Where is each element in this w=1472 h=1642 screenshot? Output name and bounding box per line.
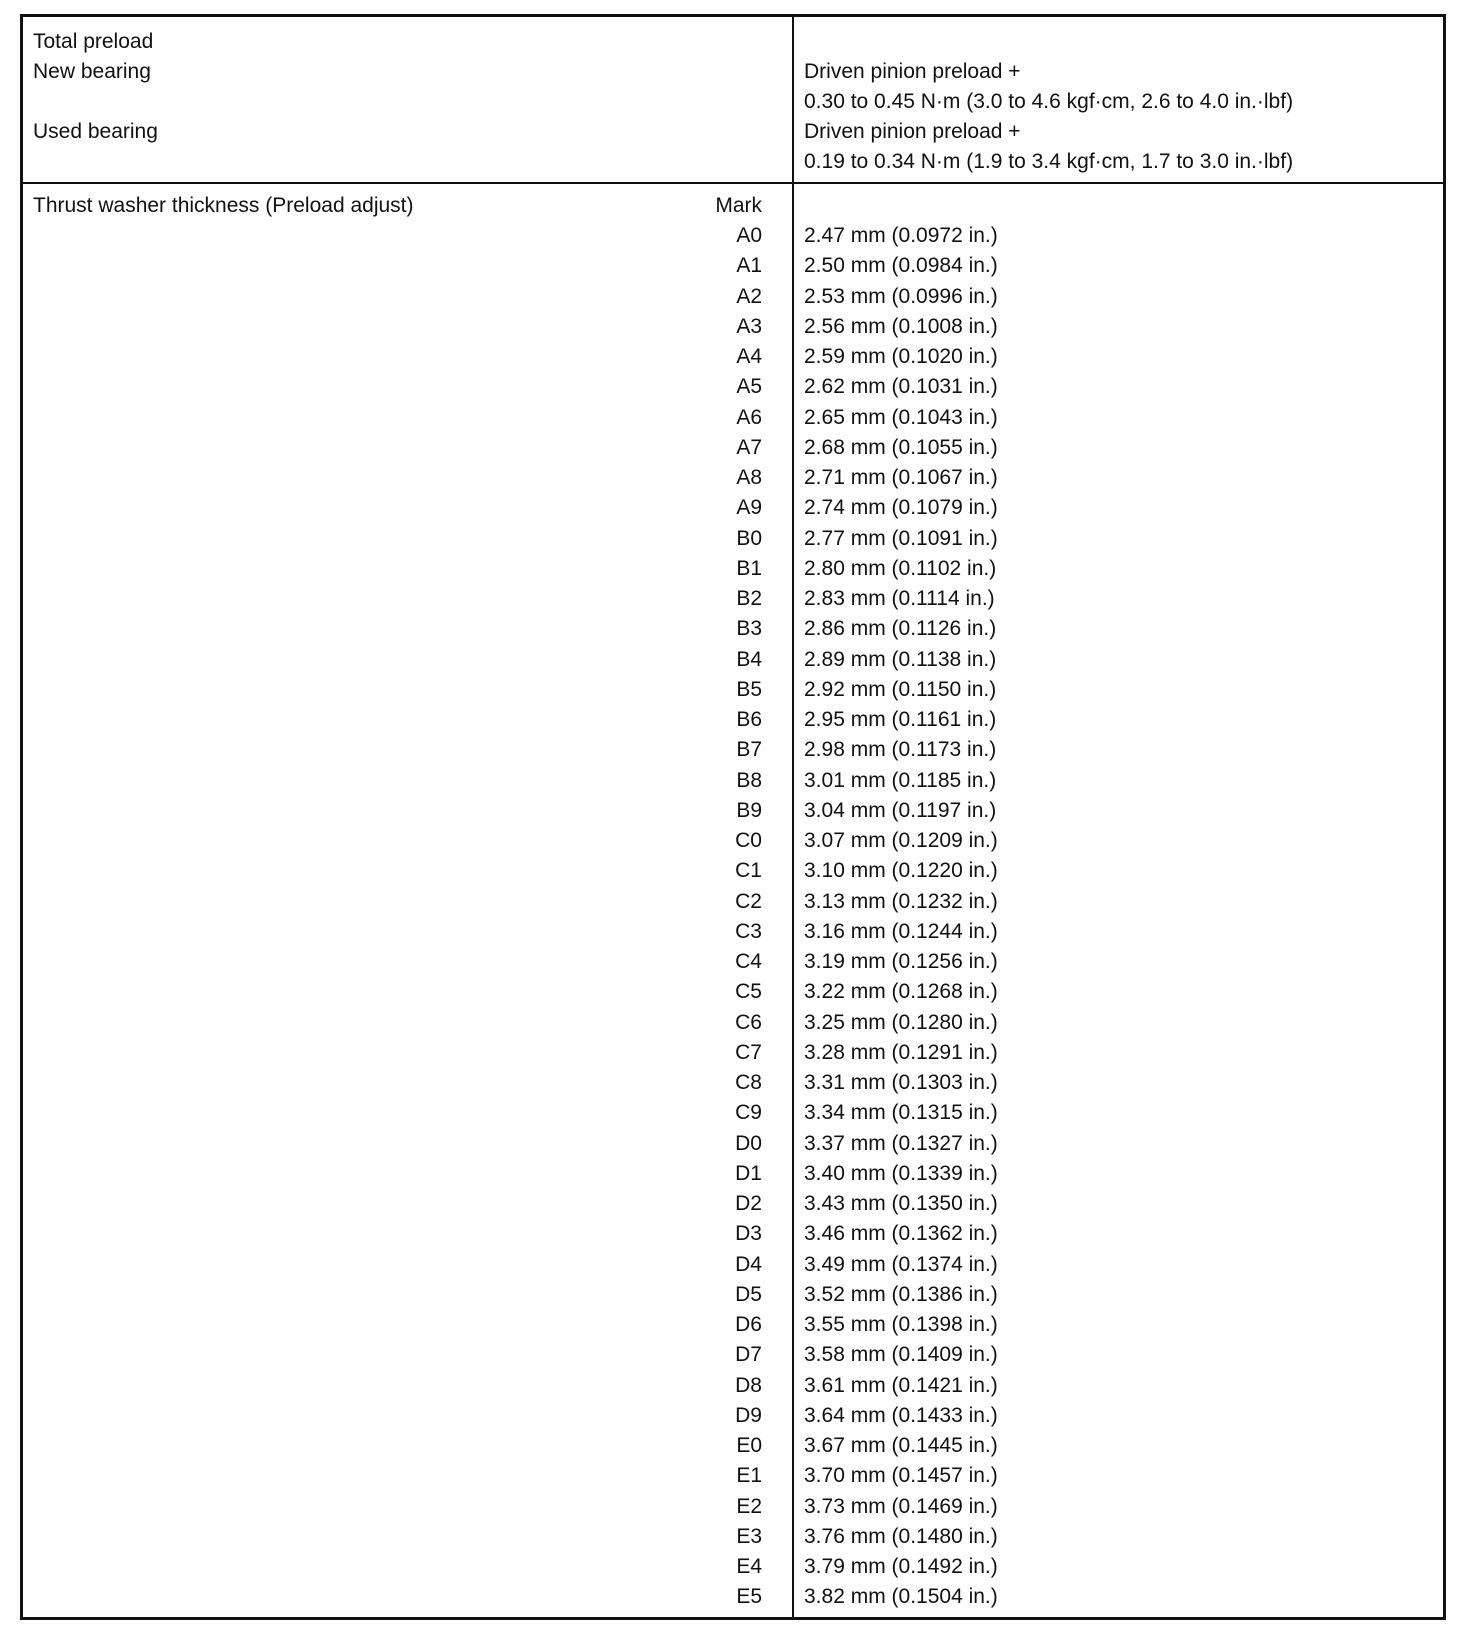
washer-mark: D4 [735, 1252, 762, 1276]
washer-thickness: 3.34 mm (0.1315 in.) [804, 1101, 998, 1125]
washer-mark: E4 [736, 1555, 762, 1578]
washer-thickness: 3.82 mm (0.1504 in.) [804, 1585, 998, 1609]
washer-mark: D0 [735, 1131, 762, 1155]
washer-thickness: 3.43 mm (0.1350 in.) [804, 1192, 998, 1215]
washer-thickness: 2.83 mm (0.1114 in.) [804, 587, 995, 610]
washer-thickness: 2.53 mm (0.0996 in.) [804, 284, 998, 308]
mark-header: Mark [715, 194, 762, 217]
washer-mark: A0 [736, 224, 762, 247]
washer-thickness: 3.64 mm (0.1433 in.) [804, 1403, 998, 1427]
washer-mark: A4 [736, 345, 762, 368]
washer-mark: E5 [736, 1585, 762, 1609]
column-divider [792, 17, 794, 1617]
washer-thickness: 3.22 mm (0.1268 in.) [804, 980, 998, 1004]
washer-mark: C4 [735, 950, 762, 973]
washer-mark: C2 [735, 889, 762, 913]
washer-thickness: 2.77 mm (0.1091 in.) [804, 526, 998, 550]
washer-thickness: 2.71 mm (0.1067 in.) [804, 466, 998, 489]
washer-thickness: 3.04 mm (0.1197 in.) [804, 798, 997, 822]
washer-mark: B9 [736, 798, 762, 822]
washer-thickness: 3.73 mm (0.1469 in.) [804, 1494, 998, 1518]
row-divider [23, 182, 1443, 184]
washer-mark: B0 [736, 526, 762, 550]
washer-mark: D1 [735, 1161, 762, 1185]
spec-table [20, 14, 1446, 1620]
washer-thickness: 2.65 mm (0.1043 in.) [804, 405, 998, 429]
washer-mark: C9 [735, 1101, 762, 1125]
new-bearing-value-line1: Driven pinion preload + [804, 60, 1021, 83]
washer-mark: D2 [735, 1192, 762, 1215]
washer-mark: B6 [736, 708, 762, 731]
washer-mark: A7 [736, 435, 762, 459]
washer-mark: D9 [735, 1403, 762, 1427]
washer-mark: C3 [735, 919, 762, 943]
washer-thickness: 3.58 mm (0.1409 in.) [804, 1343, 998, 1367]
washer-mark: A5 [736, 375, 762, 399]
washer-thickness: 2.68 mm (0.1055 in.) [804, 435, 998, 459]
washer-thickness: 2.89 mm (0.1138 in.) [804, 647, 997, 671]
washer-mark: A2 [736, 284, 762, 308]
washer-mark: D8 [735, 1373, 762, 1397]
washer-thickness: 3.46 mm (0.1362 in.) [804, 1222, 998, 1246]
washer-mark: B2 [736, 587, 762, 610]
washer-mark: C8 [735, 1071, 762, 1094]
washer-mark: A8 [736, 466, 762, 489]
new-bearing-label: New bearing [33, 60, 151, 83]
total-preload-label: Total preload [33, 30, 154, 53]
washer-thickness: 2.95 mm (0.1161 in.) [804, 708, 997, 731]
washer-thickness: 3.13 mm (0.1232 in.) [804, 889, 998, 913]
washer-mark: B3 [736, 617, 762, 641]
washer-thickness: 2.86 mm (0.1126 in.) [804, 617, 997, 641]
washer-thickness: 3.37 mm (0.1327 in.) [804, 1131, 998, 1155]
washer-thickness: 3.52 mm (0.1386 in.) [804, 1282, 998, 1306]
washer-mark: C1 [735, 859, 762, 883]
washer-thickness: 2.74 mm (0.1079 in.) [804, 496, 998, 520]
washer-mark: A1 [736, 254, 762, 278]
washer-thickness: 2.47 mm (0.0972 in.) [804, 224, 998, 247]
used-bearing-label: Used bearing [33, 120, 158, 143]
used-bearing-value-line2: 0.19 to 0.34 N·m (1.9 to 3.4 kgf·cm, 1.7 to 3.0 in.·lbf) [804, 150, 1294, 173]
washer-thickness: 3.07 mm (0.1209 in.) [804, 829, 998, 852]
washer-thickness: 3.61 mm (0.1421 in.) [804, 1373, 998, 1397]
washer-thickness: 3.49 mm (0.1374 in.) [804, 1252, 998, 1276]
washer-mark: E2 [736, 1494, 762, 1518]
thrust-washer-label: Thrust washer thickness (Preload adjust) [33, 194, 414, 217]
washer-thickness: 3.19 mm (0.1256 in.) [804, 950, 998, 973]
washer-thickness: 3.79 mm (0.1492 in.) [804, 1555, 998, 1578]
washer-mark: C6 [735, 1010, 762, 1034]
washer-thickness: 2.56 mm (0.1008 in.) [804, 314, 998, 338]
washer-thickness: 3.10 mm (0.1220 in.) [804, 859, 998, 883]
washer-thickness: 2.80 mm (0.1102 in.) [804, 556, 997, 580]
washer-mark: C5 [735, 980, 762, 1004]
washer-thickness: 3.16 mm (0.1244 in.) [804, 919, 998, 943]
washer-mark: E0 [736, 1434, 762, 1457]
washer-thickness: 3.76 mm (0.1480 in.) [804, 1524, 998, 1548]
washer-mark: C7 [735, 1040, 762, 1064]
washer-thickness: 3.28 mm (0.1291 in.) [804, 1040, 998, 1064]
washer-thickness: 2.59 mm (0.1020 in.) [804, 345, 998, 368]
washer-mark: E1 [736, 1464, 762, 1488]
washer-mark: C0 [735, 829, 762, 852]
washer-mark: D7 [735, 1343, 762, 1367]
washer-mark: D3 [735, 1222, 762, 1246]
washer-thickness: 3.25 mm (0.1280 in.) [804, 1010, 998, 1034]
new-bearing-value-line2: 0.30 to 0.45 N·m (3.0 to 4.6 kgf·cm, 2.6 to 4.0 in.·lbf) [804, 90, 1294, 113]
washer-mark: D6 [735, 1313, 762, 1336]
washer-mark: B8 [736, 768, 762, 792]
washer-mark: A9 [736, 496, 762, 520]
washer-mark: A3 [736, 314, 762, 338]
washer-mark: D5 [735, 1282, 762, 1306]
washer-thickness: 3.67 mm (0.1445 in.) [804, 1434, 998, 1457]
washer-mark: E3 [736, 1524, 762, 1548]
washer-thickness: 3.55 mm (0.1398 in.) [804, 1313, 998, 1336]
washer-mark: B5 [736, 677, 762, 701]
washer-mark: A6 [736, 405, 762, 429]
washer-mark: B7 [736, 738, 762, 762]
washer-thickness: 3.31 mm (0.1303 in.) [804, 1071, 998, 1094]
used-bearing-value-line1: Driven pinion preload + [804, 120, 1021, 143]
washer-thickness: 3.70 mm (0.1457 in.) [804, 1464, 998, 1488]
washer-thickness: 2.50 mm (0.0984 in.) [804, 254, 998, 278]
washer-thickness: 2.98 mm (0.1173 in.) [804, 738, 997, 762]
washer-mark: B1 [736, 556, 762, 580]
washer-thickness: 3.40 mm (0.1339 in.) [804, 1161, 998, 1185]
washer-mark: B4 [736, 647, 762, 671]
washer-thickness: 2.92 mm (0.1150 in.) [804, 677, 997, 701]
washer-thickness: 2.62 mm (0.1031 in.) [804, 375, 998, 399]
washer-thickness: 3.01 mm (0.1185 in.) [804, 768, 997, 792]
